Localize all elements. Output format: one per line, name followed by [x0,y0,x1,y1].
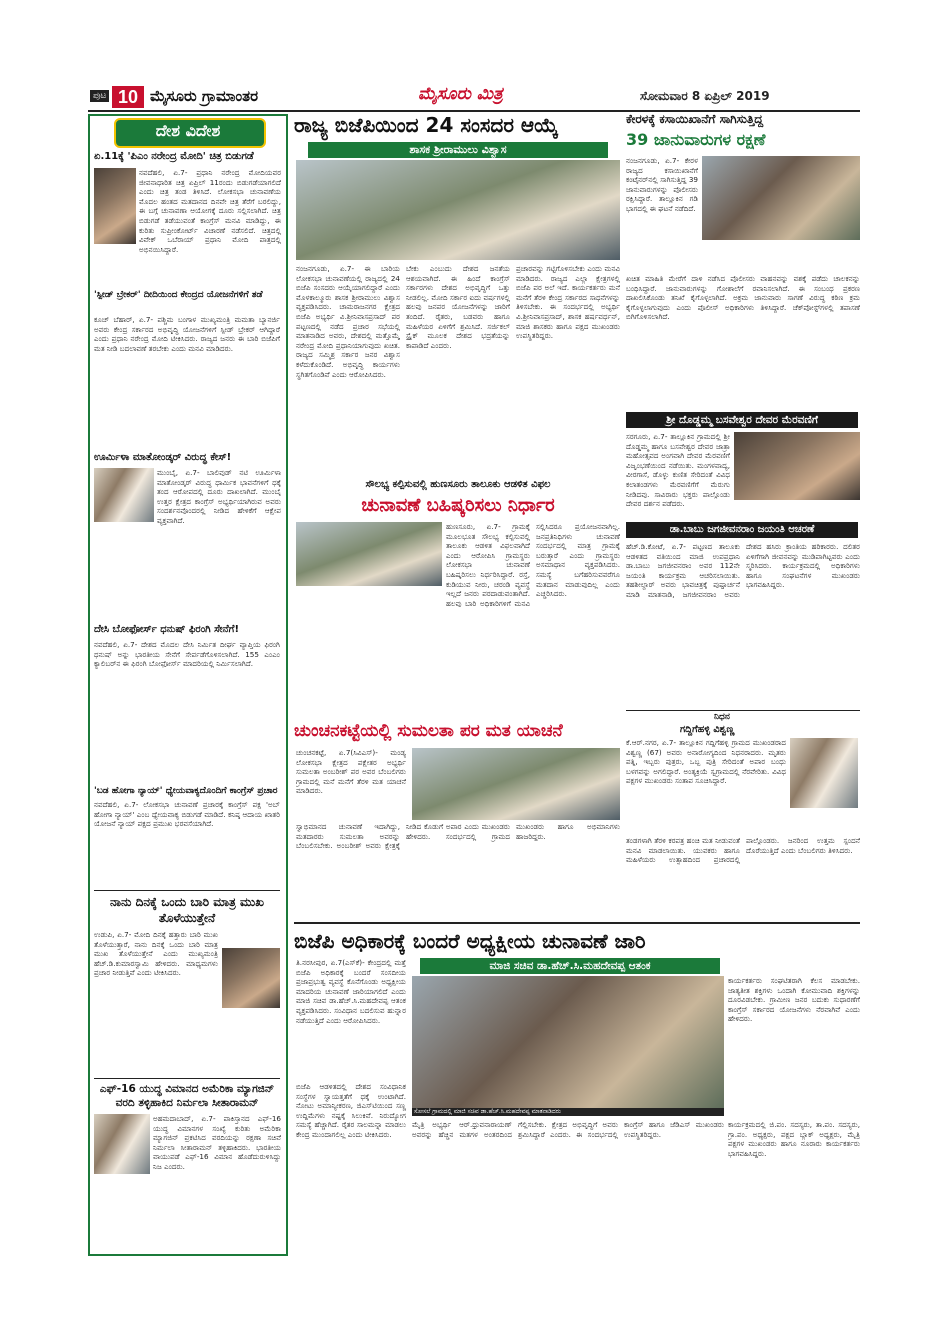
nirmala-photo [94,1114,150,1174]
lead-col-1: ನಂಜನಗೂಡು, ಏ.7- ಈ ಬಾರಿಯ ಲೋಕಸಭಾ ಚುನಾವಣೆಯಲ್ಲಿ ರಾಜ್ಯದಲ್ಲಿ 24 ಬಿಜೆಪಿ ಸಂಸದರು ಆಯ್ಕೆಯಾಗಲಿದ್ದಾರೆ ಎಂದು ಮೊಳಕಾಲ್ಮೂರು ಶಾಸಕ ಶ್ರೀರಾಮುಲು ವಿಶ್ವಾಸ ವ್ಯಕ್ತಪಡಿಸಿದರು. ಚಾಮರಾಜನಗರ ಕ್ಷೇತ್ರದ ಬಿಜೆಪಿ ಅಭ್ಯರ್ಥಿ ವಿ.ಶ್ರೀನಿವಾಸಪ್ರಸಾದ್ ಪರ ಪಟ್ಟಣದಲ್ಲಿ ನಡೆದ ಪ್ರಚಾರ ಸಭೆಯಲ್ಲಿ ಮಾತನಾಡಿದ ಅವರು, ದೇಶದಲ್ಲಿ ಮತ್ತೊಮ್ಮೆ ನರೇಂದ್ರ ಮೋದಿ ಪ್ರಧಾನಿಯಾಗುವುದು ಖಚಿತ. ರಾಜ್ಯದ ಸಮ್ಮಿಶ್ರ ಸರ್ಕಾರ ಜನರ ವಿಶ್ವಾಸ ಕಳೆದುಕೊಂಡಿದೆ. ಅಭಿವೃದ್ಧಿ ಕಾರ್ಯಗಳು ಸ್ಥಗಿತಗೊಂಡಿವೆ ಎಂದು ಆರೋಪಿಸಿದರು. [296,264,400,379]
sidebar-s3-text: ಮುಂಬೈ, ಏ.7- ಬಾಲಿವುಡ್ ನಟಿ ಊರ್ಮಿಳಾ ಮಾತೋಂಡ್ಕರ್ ವಿರುದ್ಧ ಧಾರ್ಮಿಕ ಭಾವನೆಗಳಿಗೆ ಧಕ್ಕೆ ತಂದ ಆರೋಪದಲ್ಲಿ ದೂರು ದಾಖಲಾಗಿದೆ. ಮುಂಬೈ ಉತ್ತರ ಕ್ಷೇತ್ರದ ಕಾಂಗ್ರೆಸ್ ಅಭ್ಯರ್ಥಿಯಾಗಿರುವ ಅವರು ಸಂದರ್ಶನವೊಂದರಲ್ಲಿ ನೀಡಿದ ಹೇಳಿಕೆಗೆ ಆಕ್ಷೇಪ ವ್ಯಕ್ತವಾಗಿದೆ. [157,468,281,525]
lead-headline: ರಾಜ್ಯ ಬಿಜೆಪಿಯಿಂದ 24 ಸಂಸದರ ಆಯ್ಕೆ [294,113,559,137]
bottom-col-4: ಕಾರ್ಯಕರ್ತರು ಸಂಘಟಿತರಾಗಿ ಕೆಲಸ ಮಾಡಬೇಕು. ಜಾತ್ಯತೀತ ಶಕ್ತಿಗಳು ಒಂದಾಗಿ ಕೋಮುವಾದಿ ಶಕ್ತಿಗಳನ್ನು ದೂರವಿಡಬೇಕು. ಗ್ರಾಮೀಣ ಜನರ ಬದುಕು ಸುಧಾರಣೆಗೆ ಕಾಂಗ್ರೆಸ್ ಸರ್ಕಾರದ ಯೋಜನೆಗಳು ನೆರವಾಗಿವೆ ಎಂದು ಹೇಳಿದರು. [728,976,860,1024]
jayanti-text: ಹೆಚ್.ಡಿ.ಕೋಟೆ, ಏ.7- ಪಟ್ಟಣದ ತಾಲೂಕು ಆಡಳಿತದ ವತಿಯಿಂದ ಮಾಜಿ ಉಪಪ್ರಧಾನಿ ಡಾ.ಬಾಬು ಜಗಜೀವನರಾಂ ಅವರ 112ನೇ ಜಯಂತಿ ಕಾರ್ಯಕ್ರಮ ಆಚರಿಸಲಾಯಿತು. ತಹಶೀಲ್ದಾರ್ ಅವರು ಭಾವಚಿತ್ರಕ್ಕೆ ಪುಷ್ಪಾರ್ಚನೆ ಮಾಡಿ ಮಾತನಾಡಿ, ಜಗಜೀವನರಾಂ ಅವರು ದೇಶದ ಹಸಿರು ಕ್ರಾಂತಿಯ ಹರಿಕಾರರು. ದಲಿತರ ಏಳಿಗೆಗಾಗಿ ಜೀವನವನ್ನು ಮುಡಿಪಾಗಿಟ್ಟವರು ಎಂದು ಸ್ಮರಿಸಿದರು. ಕಾರ್ಯಕ್ರಮದಲ್ಲಿ ಅಧಿಕಾರಿಗಳು ಹಾಗೂ ಸಂಘಟನೆಗಳ ಮುಖಂಡರು ಭಾಗವಹಿಸಿದ್ದರು. [626,542,860,599]
boycott-protest-photo [296,522,442,586]
lead-col-3: ಪ್ರಚಾರವನ್ನು ಗಟ್ಟಿಗೊಳಿಸಬೇಕು ಎಂದು ಮನವಿ ಮಾಡಿದರು. ರಾಜ್ಯದ ಎಲ್ಲಾ ಕ್ಷೇತ್ರಗಳಲ್ಲಿ ಬಿಜೆಪಿ ಪರ ಅಲೆ ಇದೆ. ಕಾರ್ಯಕರ್ತರು ಮನೆ ಮನೆಗೆ ತೆರಳಿ ಕೇಂದ್ರ ಸರ್ಕಾರದ ಸಾಧನೆಗಳನ್ನು ತಿಳಿಸಬೇಕು. ಈ ಸಂದರ್ಭದಲ್ಲಿ ಅಭ್ಯರ್ಥಿ ವಿ.ಶ್ರೀನಿವಾಸಪ್ರಸಾದ್, ಶಾಸಕ ಹರ್ಷವರ್ಧನ್, ಮಾಜಿ ಶಾಸಕರು ಹಾಗೂ ಪಕ್ಷದ ಮುಖಂಡರು ಉಪಸ್ಥಿತರಿದ್ದರು. [516,264,620,341]
modi-poster-photo [94,168,136,244]
lead-col-2: ಬೇಕು ಎಂಬುದು ದೇಶದ ಜನತೆಯ ಆಶಯವಾಗಿದೆ. ಈ ಹಿಂದೆ ಕಾಂಗ್ರೆಸ್ ಸರ್ಕಾರಗಳು ದೇಶದ ಅಭಿವೃದ್ಧಿಗೆ ಒತ್ತು ನೀಡಲಿಲ್ಲ. ಮೋದಿ ಸರ್ಕಾರ ಐದು ವರ್ಷಗಳಲ್ಲಿ ಹಲವು ಜನಪರ ಯೋಜನೆಗಳನ್ನು ಜಾರಿಗೆ ತಂದಿದೆ. ರೈತರು, ಬಡವರು ಹಾಗೂ ಮಹಿಳೆಯರ ಏಳಿಗೆಗೆ ಶ್ರಮಿಸಿದೆ. ಸರ್ಜಿಕಲ್ ಸ್ಟ್ರೈಕ್ ಮೂಲಕ ದೇಶದ ಭದ್ರತೆಯನ್ನು ಕಾಪಾಡಿದೆ ಎಂದರು. [406,264,510,350]
page-number: 10 [112,86,144,108]
sidebar-s5-headline: 'ಬಡ ಹೋಗಾ ನ್ಯಾಯ್' ಧ್ಯೇಯವಾಕ್ಯದೊಂದಿಗೆ ಕಾಂಗ್ರೆಸ್ ಪ್ರಚಾರ [94,786,278,796]
obituary-text: ಕೆ.ಆರ್.ನಗರ, ಏ.7- ತಾಲ್ಲೂಕಿನ ಗದ್ದಿಗೆಹಳ್ಳಿ ಗ್ರಾಮದ ಮುಖಂಡರಾದ ವಿಶ್ವಣ್ಣ (67) ಅವರು ಅನಾರೋಗ್ಯದಿಂದ ನಿಧನರಾದರು. ಮೃತರು ಪತ್ನಿ, ಇಬ್ಬರು ಪುತ್ರರು, ಒಬ್ಬ ಪುತ್ರಿ ಸೇರಿದಂತೆ ಅಪಾರ ಬಂಧು ಬಳಗವನ್ನು ಅಗಲಿದ್ದಾರೆ. ಅಂತ್ಯಕ್ರಿಯೆ ಸ್ವಗ್ರಾಮದಲ್ಲಿ ನೆರವೇರಿತು. ವಿವಿಧ ಪಕ್ಷಗಳ ಮುಖಂಡರು ಸಂತಾಪ ಸೂಚಿಸಿದ್ದಾರೆ. [626,738,786,786]
lead-subhead: ಶಾಸಕ ಶ್ರೀರಾಮುಲು ವಿಶ್ವಾಸ [308,142,608,158]
sidebar-s1-text: ನವದೆಹಲಿ, ಏ.7- ಪ್ರಧಾನಿ ನರೇಂದ್ರ ಮೋದಿಯವರ ಜೀವನಾಧಾರಿತ ಚಿತ್ರ ಏಪ್ರಿಲ್ 11ರಂದು ಬಿಡುಗಡೆಯಾಗಲಿದೆ ಎಂದು ಚಿತ್ರ ತಂಡ ತಿಳಿಸಿದೆ. ಲೋಕಸಭಾ ಚುನಾವಣೆಯ ಮೊದಲ ಹಂತದ ಮತದಾನದ ದಿನವೇ ಚಿತ್ರ ತೆರೆಗೆ ಬರಲಿದ್ದು, ಈ ಬಗ್ಗೆ ಚುನಾವಣಾ ಆಯೋಗಕ್ಕೆ ದೂರು ಸಲ್ಲಿಸಲಾಗಿದೆ. ಚಿತ್ರ ಬಿಡುಗಡೆ ತಡೆಯುವಂತೆ ಕಾಂಗ್ರೆಸ್ ಮನವಿ ಮಾಡಿದ್ದು, ಈ ಕುರಿತು ಸುಪ್ರೀಂಕೋರ್ಟ್ ವಿಚಾರಣೆ ನಡೆಸಲಿದೆ. ಚಿತ್ರದಲ್ಲಿ ವಿವೇಕ್ ಒಬೆರಾಯ್ ಪ್ರಧಾನಿ ಮೋದಿ ಪಾತ್ರದಲ್ಲಿ ಅಭಿನಯಿಸಿದ್ದಾರೆ. [139,168,281,254]
sumalatha-text-1: ಚುಂಚನಕಟ್ಟೆ, ಏ.7(ಸಿವಿಎಸ್)- ಮಂಡ್ಯ ಲೋಕಸಭಾ ಕ್ಷೇತ್ರದ ಪಕ್ಷೇತರ ಅಭ್ಯರ್ಥಿ ಸುಮಲತಾ ಅಂಬರೀಶ್ ಪರ ಅವರ ಬೆಂಬಲಿಗರು ಗ್ರಾಮದಲ್ಲಿ ಮನೆ ಮನೆಗೆ ತೆರಳಿ ಮತ ಯಾಚನೆ ಮಾಡಿದರು. [296,748,406,796]
section-name: ಮೈಸೂರು ಗ್ರಾಮಾಂತರ [150,87,259,105]
sidebar-s1-headline: ಏ.11ಕ್ಕೆ 'ಪಿಎಂ ನರೇಂದ್ರ ಮೋದಿ' ಚಿತ್ರ ಬಿಡುಗಡೆ [94,151,254,162]
sidebar-s7-text: ಅಹಮದಾಬಾದ್, ಏ.7- ಪಾಕಿಸ್ತಾನದ ಎಫ್-16 ಯುದ್ಧ ವಿಮಾನಗಳ ಸಂಖ್ಯೆ ಕುರಿತು ಅಮೆರಿಕಾ ಮ್ಯಾಗಜಿನ್ ಪ್ರಕಟಿಸಿದ ವರದಿಯನ್ನು ರಕ್ಷಣಾ ಸಚಿವೆ ನಿರ್ಮಲಾ ಸೀತಾರಾಮನ್ ತಳ್ಳಿಹಾಕಿದರು. ಭಾರತೀಯ ವಾಯುಪಡೆ ಎಫ್-16 ವಿಮಾನ ಹೊಡೆದುರುಳಿಸಿದ್ದು ನಿಜ ಎಂದರು. [153,1114,281,1171]
kerala-text-2: ಖಚಿತ ಮಾಹಿತಿ ಮೇರೆಗೆ ದಾಳಿ ನಡೆಸಿದ ಪೊಲೀಸರು ವಾಹನವನ್ನು ವಶಕ್ಕೆ ಪಡೆದು ಚಾಲಕನನ್ನು ಬಂಧಿಸಿದ್ದಾರೆ. ಜಾನುವಾರುಗಳನ್ನು ಗೋಶಾಲೆಗೆ ರವಾನಿಸಲಾಗಿದೆ. ಈ ಸಂಬಂಧ ಪ್ರಕರಣ ದಾಖಲಿಸಿಕೊಂಡು ತನಿಖೆ ಕೈಗೊಳ್ಳಲಾಗಿದೆ. ಅಕ್ರಮ ಜಾನುವಾರು ಸಾಗಣೆ ವಿರುದ್ಧ ಕಠಿಣ ಕ್ರಮ ಕೈಗೊಳ್ಳಲಾಗುವುದು ಎಂದು ಪೊಲೀಸ್ ಅಧಿಕಾರಿಗಳು ತಿಳಿಸಿದ್ದಾರೆ. ಚೆಕ್‌ಪೋಸ್ಟ್‌ಗಳಲ್ಲಿ ತಪಾಸಣೆ ಬಿಗಿಗೊಳಿಸಲಾಗಿದೆ. [626,274,860,322]
sidebar-s5-text: ನವದೆಹಲಿ, ಏ.7- ಲೋಕಸಭಾ ಚುನಾವಣೆ ಪ್ರಚಾರಕ್ಕೆ ಕಾಂಗ್ರೆಸ್ ಪಕ್ಷ 'ಅಬ್ ಹೋಗಾ ನ್ಯಾಯ್' ಎಂಬ ಧ್ಯೇಯವಾಕ್ಯ ಬಿಡುಗಡೆ ಮಾಡಿದೆ. ಕನಿಷ್ಠ ಆದಾಯ ಖಾತರಿ ಯೋಜನೆ ನ್ಯಾಯ್ ಪಕ್ಷದ ಪ್ರಮುಖ ಭರವಸೆಯಾಗಿದೆ. [94,800,280,829]
bottom-col-3: ಮೈತ್ರಿ ಅಭ್ಯರ್ಥಿ ಆರ್.ಧ್ರುವನಾರಾಯಣ್ ಅವರನ್ನು ಹೆಚ್ಚಿನ ಮತಗಳ ಅಂತರದಿಂದ ಗೆಲ್ಲಿಸಬೇಕು. ಕ್ಷೇತ್ರದ ಅಭಿವೃದ್ಧಿಗೆ ಅವರು ಶ್ರಮಿಸಿದ್ದಾರೆ ಎಂದರು. ಈ ಸಂದರ್ಭದಲ್ಲಿ ಕಾಂಗ್ರೆಸ್ ಹಾಗೂ ಜೆಡಿಎಸ್ ಮುಖಂಡರು ಉಪಸ್ಥಿತರಿದ್ದರು. [412,1120,724,1139]
obituary-divider [626,710,860,711]
bottom-col-2: ಬಿಜೆಪಿ ಆಡಳಿತದಲ್ಲಿ ದೇಶದ ಸಂವಿಧಾನಿಕ ಸಂಸ್ಥೆಗಳ ಸ್ವಾಯತ್ತತೆಗೆ ಧಕ್ಕೆ ಉಂಟಾಗಿದೆ. ನೋಟು ಅಮಾನ್ಯೀಕರಣ, ಜಿಎಸ್‌ಟಿಯಿಂದ ಸಣ್ಣ ಉದ್ದಿಮೆಗಳು ನಷ್ಟಕ್ಕೆ ಸಿಲುಕಿವೆ. ನಿರುದ್ಯೋಗ ಸಮಸ್ಯೆ ಹೆಚ್ಚಾಗಿದೆ. ರೈತರ ಸಾಲಮನ್ನಾ ಮಾಡಲು ಕೇಂದ್ರ ಮುಂದಾಗಲಿಲ್ಲ ಎಂದು ಟೀಕಿಸಿದರು. [296,1082,406,1139]
sumalatha-text-3: ತಂಡಗಳಾಗಿ ತೆರಳಿ ಕರಪತ್ರ ಹಂಚಿ ಮತ ನೀಡುವಂತೆ ಮನವಿ ಮಾಡಲಾಯಿತು. ಯುವಕರು ಹಾಗೂ ಮಹಿಳೆಯರು ಉತ್ಸಾಹದಿಂದ ಪ್ರಚಾರದಲ್ಲಿ ಪಾಲ್ಗೊಂಡರು. ಜನರಿಂದ ಉತ್ತಮ ಸ್ಪಂದನೆ ದೊರೆಯುತ್ತಿದೆ ಎಂದು ಬೆಂಬಲಿಗರು ತಿಳಿಸಿದರು. [626,836,860,865]
bottom-col-1: ತಿ.ನರಸೀಪುರ, ಏ.7(ಎಸ್‌ಕೆ)- ಕೇಂದ್ರದಲ್ಲಿ ಮತ್ತೆ ಬಿಜೆಪಿ ಅಧಿಕಾರಕ್ಕೆ ಬಂದರೆ ಸಂಸದೀಯ ಪ್ರಜಾಪ್ರಭುತ್ವ ವ್ಯವಸ್ಥೆ ಕೊನೆಗೊಂಡು ಅಧ್ಯಕ್ಷೀಯ ಮಾದರಿಯ ಚುನಾವಣೆ ಜಾರಿಯಾಗಲಿದೆ ಎಂದು ಮಾಜಿ ಸಚಿವ ಡಾ.ಹೆಚ್.ಸಿ.ಮಹದೇವಪ್ಪ ಆತಂಕ ವ್ಯಕ್ತಪಡಿಸಿದರು. ಸಂವಿಧಾನ ಬದಲಿಸುವ ಹುನ್ನಾರ ನಡೆಯುತ್ತಿದೆ ಎಂದು ಆರೋಪಿಸಿದರು. [296,958,406,1025]
kerala-headline-2: 39 ಜಾನುವಾರುಗಳ ರಕ್ಷಣೆ [626,130,766,149]
sidebar-s7-headline: ಎಫ್-16 ಯುದ್ಧ ವಿಮಾನದ ಅಮೆರಿಕಾ ಮ್ಯಾಗಜಿನ್ ವರದಿ ತಳ್ಳಿಹಾಕಿದ ನಿರ್ಮಲಾ ಸೀತಾರಾಮನ್ [99,1083,275,1109]
sidebar-s4-headline: ದೇಸಿ ಬೋಫೋರ್ಸ್ ಧನುಷ್ ಫಿರಂಗಿ ಸೇನೆಗೆ! [94,624,240,635]
temple-headline: ಶ್ರೀ ದೊಡ್ಡಮ್ಮ ಬಸವೇಶ್ವರ ದೇವರ ಮೆರವಣಿಗೆ [626,412,858,428]
obituary-portrait [790,738,858,808]
bottom-meeting-photo [412,976,724,1108]
kerala-headline-1: ಕೇರಳಕ್ಕೆ ಕಸಾಯಿಖಾನೆಗೆ ಸಾಗಿಸುತ್ತಿದ್ದ [626,112,764,126]
bottom-photo-caption: ಸೋಸಲೆ ಗ್ರಾಮದಲ್ಲಿ ಮಾಜಿ ಸಚಿವ ಡಾ.ಹೆಚ್.ಸಿ.ಮಹದೇವಪ್ಪ ಮಾತನಾಡಿದರು [412,1108,724,1116]
sidebar-title: ದೇಶ ವಿದೇಶ [155,121,221,140]
sidebar-s6-text: ಉಡುಪಿ, ಏ.7- ಮೋದಿ ದಿನಕ್ಕೆ ಹತ್ತಾರು ಬಾರಿ ಮುಖ ತೊಳೆಯುತ್ತಾರೆ, ನಾನು ದಿನಕ್ಕೆ ಒಂದು ಬಾರಿ ಮಾತ್ರ ಮುಖ ತೊಳೆಯುತ್ತೇನೆ ಎಂದು ಮುಖ್ಯಮಂತ್ರಿ ಹೆಚ್.ಡಿ.ಕುಮಾರಸ್ವಾಮಿ ಹೇಳಿದರು. ಮಾಧ್ಯಮಗಳು ಪ್ರಚಾರ ನೀಡುತ್ತಿವೆ ಎಂದು ಟೀಕಿಸಿದರು. [94,930,218,978]
obituary-name: ಗದ್ದಿಗೆಹಳ್ಳಿ ವಿಶ್ವಣ್ಣ [680,724,735,735]
obituary-head: ನಿಧನ [714,712,730,722]
sidebar-s6-headline: ನಾನು ದಿನಕ್ಕೆ ಒಂದು ಬಾರಿ ಮಾತ್ರ ಮುಖ ತೊಳೆಯುತ್ತೇನೆ [110,895,264,925]
sidebar-divider-2 [94,1078,280,1079]
page-label: ಪುಟ [90,90,109,102]
lead-rally-photo [296,160,620,260]
jayanti-headline: ಡಾ.ಬಾಬು ಜಗಜೀವನರಾಂ ಜಯಂತಿ ಆಚರಣೆ [626,522,858,538]
kerala-text-1: ನಂಜನಗೂಡು, ಏ.7- ಕೇರಳ ರಾಜ್ಯದ ಕಸಾಯಿಖಾನೆಗೆ ಕಂಟೈನರ್‌ನಲ್ಲಿ ಸಾಗಿಸುತ್ತಿದ್ದ 39 ಜಾನುವಾರುಗಳನ್ನು ಪೊಲೀಸರು ರಕ್ಷಿಸಿದ್ದಾರೆ. ತಾಲ್ಲೂಕಿನ ಗಡಿ ಭಾಗದಲ್ಲಿ ಈ ಘಟನೆ ನಡೆದಿದೆ. [626,156,698,213]
boycott-text: ಹುಣಸೂರು, ಏ.7- ಗ್ರಾಮಕ್ಕೆ ಮೂಲಭೂತ ಸೌಲಭ್ಯ ಕಲ್ಪಿಸುವಲ್ಲಿ ತಾಲೂಕು ಆಡಳಿತ ವಿಫಲವಾಗಿದೆ ಎಂದು ಆರೋಪಿಸಿ ಗ್ರಾಮಸ್ಥರು ಲೋಕಸಭಾ ಚುನಾವಣೆ ಬಹಿಷ್ಕರಿಸಲು ನಿರ್ಧರಿಸಿದ್ದಾರೆ. ರಸ್ತೆ, ಕುಡಿಯುವ ನೀರು, ಚರಂಡಿ ವ್ಯವಸ್ಥೆ ಇಲ್ಲದೆ ಜನರು ಪರದಾಡುವಂತಾಗಿದೆ. ಹಲವು ಬಾರಿ ಅಧಿಕಾರಿಗಳಿಗೆ ಮನವಿ ಸಲ್ಲಿಸಿದರೂ ಪ್ರಯೋಜನವಾಗಿಲ್ಲ. ಜನಪ್ರತಿನಿಧಿಗಳು ಚುನಾವಣೆ ಸಂದರ್ಭದಲ್ಲಿ ಮಾತ್ರ ಗ್ರಾಮಕ್ಕೆ ಬರುತ್ತಾರೆ ಎಂದು ಗ್ರಾಮಸ್ಥರು ಅಸಮಾಧಾನ ವ್ಯಕ್ತಪಡಿಸಿದರು. ಸಮಸ್ಯೆ ಬಗೆಹರಿಸುವವರೆಗೂ ಮತದಾನ ಮಾಡುವುದಿಲ್ಲ ಎಂದು ಎಚ್ಚರಿಸಿದರು. [446,522,620,608]
masthead-logo: ಮೈಸೂರು ಮಿತ್ರ [418,84,503,104]
sumalatha-campaign-photo [412,748,620,820]
page-date: ಸೋಮವಾರ 8 ಏಪ್ರಿಲ್ 2019 [640,89,770,103]
bottom-subhead: ಮಾಜಿ ಸಚಿವ ಡಾ.ಹೆಚ್.ಸಿ.ಮಹದೇವಪ್ಪ ಆತಂಕ [420,958,720,974]
cattle-photo [702,156,860,240]
sumalatha-headline: ಚುಂಚನಕಟ್ಟೆಯಲ್ಲಿ ಸುಮಲತಾ ಪರ ಮತ ಯಾಚನೆ [294,721,563,741]
bottom-top-rule [294,922,860,924]
urmila-photo [94,468,154,522]
sidebar-s3-headline: ಊರ್ಮಿಳಾ ಮಾತೋಂಡ್ಕರ್ ವಿರುದ್ಧ ಕೇಸ್! [94,452,232,463]
sidebar-divider [94,890,280,891]
sidebar-s2-text: ಕೂಚ್ ಬೆಹಾರ್, ಏ.7- ಪಶ್ಚಿಮ ಬಂಗಾಳ ಮುಖ್ಯಮಂತ್ರಿ ಮಮತಾ ಬ್ಯಾನರ್ಜಿ ಅವರು ಕೇಂದ್ರ ಸರ್ಕಾರದ ಅಭಿವೃದ್ಧಿ ಯೋಜನೆಗಳಿಗೆ ಸ್ಪೀಡ್ ಬ್ರೇಕರ್ ಆಗಿದ್ದಾರೆ ಎಂದು ಪ್ರಧಾನಿ ನರೇಂದ್ರ ಮೋದಿ ಟೀಕಿಸಿದರು. ರಾಜ್ಯದ ಜನರು ಈ ಬಾರಿ ಬಿಜೆಪಿಗೆ ಮತ ನೀಡಿ ಬದಲಾವಣೆ ತರಬೇಕು ಎಂದು ಮನವಿ ಮಾಡಿದರು. [94,315,280,353]
kumaraswamy-photo [222,948,280,1008]
temple-procession-photo [734,432,860,500]
boycott-headline: ಚುನಾವಣೆ ಬಹಿಷ್ಕರಿಸಲು ನಿರ್ಧಾರ [361,495,555,516]
bottom-headline: ಬಿಜೆಪಿ ಅಧಿಕಾರಕ್ಕೆ ಬಂದರೆ ಅಧ್ಯಕ್ಷೀಯ ಚುನಾವಣೆ ಜಾರಿ [294,929,646,953]
bottom-col-5: ಕಾರ್ಯಕ್ರಮದಲ್ಲಿ ಜಿ.ಪಂ. ಸದಸ್ಯರು, ತಾ.ಪಂ. ಸದಸ್ಯರು, ಗ್ರಾ.ಪಂ. ಅಧ್ಯಕ್ಷರು, ಪಕ್ಷದ ಬ್ಲಾಕ್ ಅಧ್ಯಕ್ಷರು, ಮೈತ್ರಿ ಪಕ್ಷಗಳ ಮುಖಂಡರು ಹಾಗೂ ನೂರಾರು ಕಾರ್ಯಕರ್ತರು ಭಾಗವಹಿಸಿದ್ದರು. [728,1120,860,1158]
sidebar-s4-text: ನವದೆಹಲಿ, ಏ.7- ದೇಶದ ಮೊದಲ ದೇಸಿ ನಿರ್ಮಿತ ದೀರ್ಘ ವ್ಯಾಪ್ತಿಯ ಫಿರಂಗಿ ಧನುಷ್ ಅನ್ನು ಭಾರತೀಯ ಸೇನೆಗೆ ಸೇರ್ಪಡೆಗೊಳಿಸಲಾಗಿದೆ. 155 ಎಂಎಂ ಕ್ಯಾಲಿಬರ್‌ನ ಈ ಫಿರಂಗಿ ಬೋಫೋರ್ಸ್ ಮಾದರಿಯಲ್ಲಿ ನಿರ್ಮಿಸಲಾಗಿದೆ. [94,640,280,669]
temple-text: ಸರಗೂರು, ಏ.7- ತಾಲ್ಲೂಕಿನ ಗ್ರಾಮದಲ್ಲಿ ಶ್ರೀ ದೊಡ್ಡಮ್ಮ ಹಾಗೂ ಬಸವೇಶ್ವರ ದೇವರ ಜಾತ್ರಾ ಮಹೋತ್ಸವದ ಅಂಗವಾಗಿ ದೇವರ ಮೆರವಣಿಗೆ ವಿಜೃಂಭಣೆಯಿಂದ ನಡೆಯಿತು. ಮಂಗಳವಾದ್ಯ, ವೀರಗಾಸೆ, ಡೊಳ್ಳು ಕುಣಿತ ಸೇರಿದಂತೆ ವಿವಿಧ ಕಲಾತಂಡಗಳು ಮೆರವಣಿಗೆಗೆ ಮೆರುಗು ನೀಡಿದವು. ಸಾವಿರಾರು ಭಕ್ತರು ಪಾಲ್ಗೊಂಡು ದೇವರ ದರ್ಶನ ಪಡೆದರು. [626,432,730,509]
boycott-kicker: ಸೌಲಭ್ಯ ಕಲ್ಪಿಸುವಲ್ಲಿ ಹುಣಸೂರು ತಾಲೂಕು ಆಡಳಿತ ವಿಫಲ [365,479,551,490]
sumalatha-text-2: ಸ್ವಾಭಿಮಾನದ ಚುನಾವಣೆ ಇದಾಗಿದ್ದು, ಮತದಾರರು ಸುಮಲತಾ ಅವರನ್ನು ಬೆಂಬಲಿಸಬೇಕು. ಅಂಬರೀಶ್ ಅವರು ಕ್ಷೇತ್ರಕ್ಕೆ ನೀಡಿದ ಕೊಡುಗೆ ಅಪಾರ ಎಂದು ಮುಖಂಡರು ಹೇಳಿದರು. ಸಂದರ್ಭದಲ್ಲಿ ಗ್ರಾಮದ ಮುಖಂಡರು ಹಾಗೂ ಅಭಿಮಾನಿಗಳು ಹಾಜರಿದ್ದರು. [296,822,620,851]
sidebar-s2-headline: 'ಸ್ಪೀಡ್ ಬ್ರೇಕರ್' ದೀದಿಯಿಂದ ಕೇಂದ್ರದ ಯೋಜನೆಗಳಿಗೆ ತಡೆ [94,290,263,300]
